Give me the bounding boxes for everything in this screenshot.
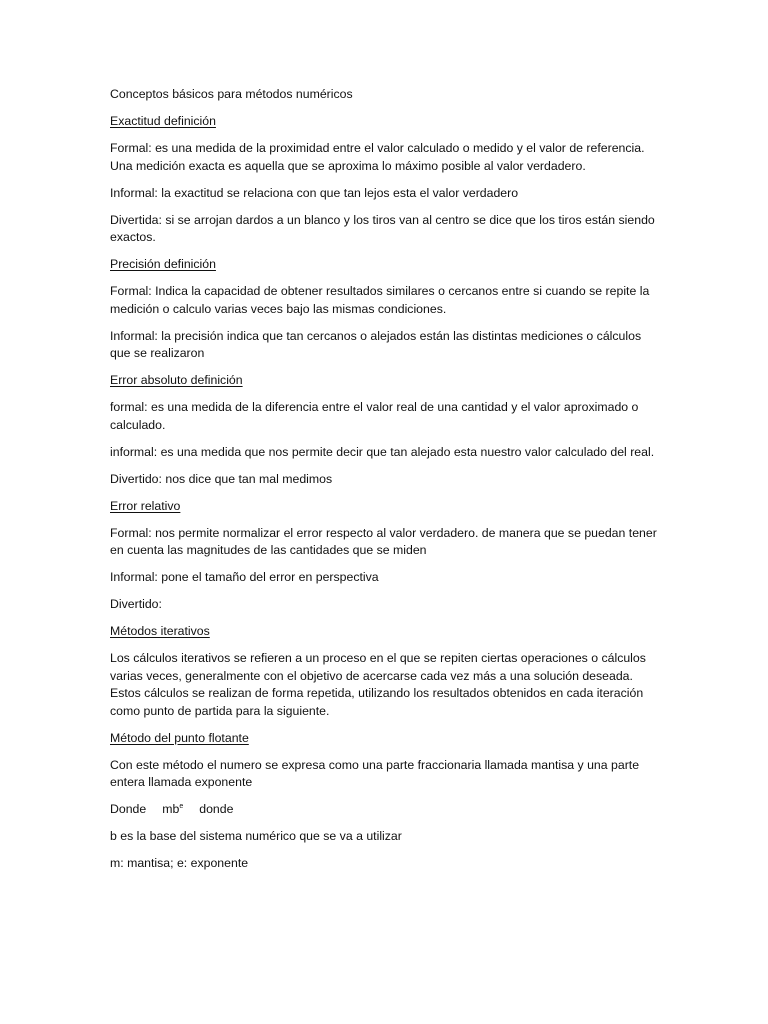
paragraph: Con este método el numero se expresa como una parte fraccionaria llamada mantisa y una parte entera llamada exponente — [110, 757, 640, 789]
section-heading-error-absoluto: Error absoluto definición — [110, 373, 243, 387]
paragraph: m: mantisa; e: exponente — [110, 856, 249, 870]
section-heading-precision: Precisión definición — [110, 257, 216, 271]
section-heading-metodos-iterativos: Métodos iterativos — [110, 624, 210, 638]
paragraph: Divertido: — [110, 597, 162, 611]
formula-word-left: Donde — [110, 802, 147, 816]
paragraph: Formal: Indica la capacidad de obtener resultados similares o cercanos entre si cuando se repite la medición o calculo varias veces bajo las mismas condiciones. — [110, 284, 650, 316]
paragraph: Los cálculos iterativos se refieren a un proceso en el que se repiten ciertas operaciones o cálculos varias veces, generalmente con el objetivo de acercarse cada vez más a una solución deseada. Estos cálculos se realizan de forma repetida, utilizando los resultados obtenidos en cada iteración como punto de partida para la siguiente. — [110, 651, 646, 718]
paragraph: Divertido: nos dice que tan mal medimos — [110, 471, 333, 486]
document-title: Conceptos básicos para métodos numéricos — [110, 87, 353, 101]
paragraph: informal: es una medida que nos permite decir que tan alejado esta nuestro valor calculado del real. — [110, 444, 655, 459]
section-heading-exactitud: Exactitud definición — [110, 114, 216, 128]
formula-line — [110, 801, 662, 819]
paragraph: b es la base del sistema numérico que se va a utilizar — [110, 829, 402, 843]
paragraph: Informal: la exactitud se relaciona con que tan lejos esta el valor verdadero — [110, 185, 519, 200]
formula-exponent: e — [179, 802, 184, 810]
paragraph: Divertida: si se arrojan dardos a un blanco y los tiros van al centro se dice que los tiros están siendo exactos. — [110, 212, 655, 244]
paragraph: Formal: es una medida de la proximidad entre el valor calculado o medido y el valor de referencia. Una medición exacta es aquella que se aproxima lo máximo posible al valor verdadero. — [110, 141, 645, 173]
section-heading-error-relativo: Error relativo — [110, 498, 181, 513]
paragraph: Informal: pone el tamaño del error en perspectiva — [110, 570, 379, 584]
section-heading-punto-flotante: Método del punto flotante — [110, 730, 249, 745]
document-page — [110, 86, 662, 882]
paragraph: formal: es una medida de la diferencia entre el valor real de una cantidad y el valor aproximado o calculado. — [110, 400, 639, 432]
paragraph: Informal: la precisión indica que tan cercanos o alejados están las distintas mediciones o cálculos que se realizaron — [110, 328, 642, 360]
formula-base: mb — [162, 802, 180, 816]
formula-word-right: donde — [199, 802, 234, 816]
paragraph: Formal: nos permite normalizar el error respecto al valor verdadero. de manera que se puedan tener en cuenta las magnitudes de las cantidades que se miden — [110, 525, 657, 557]
